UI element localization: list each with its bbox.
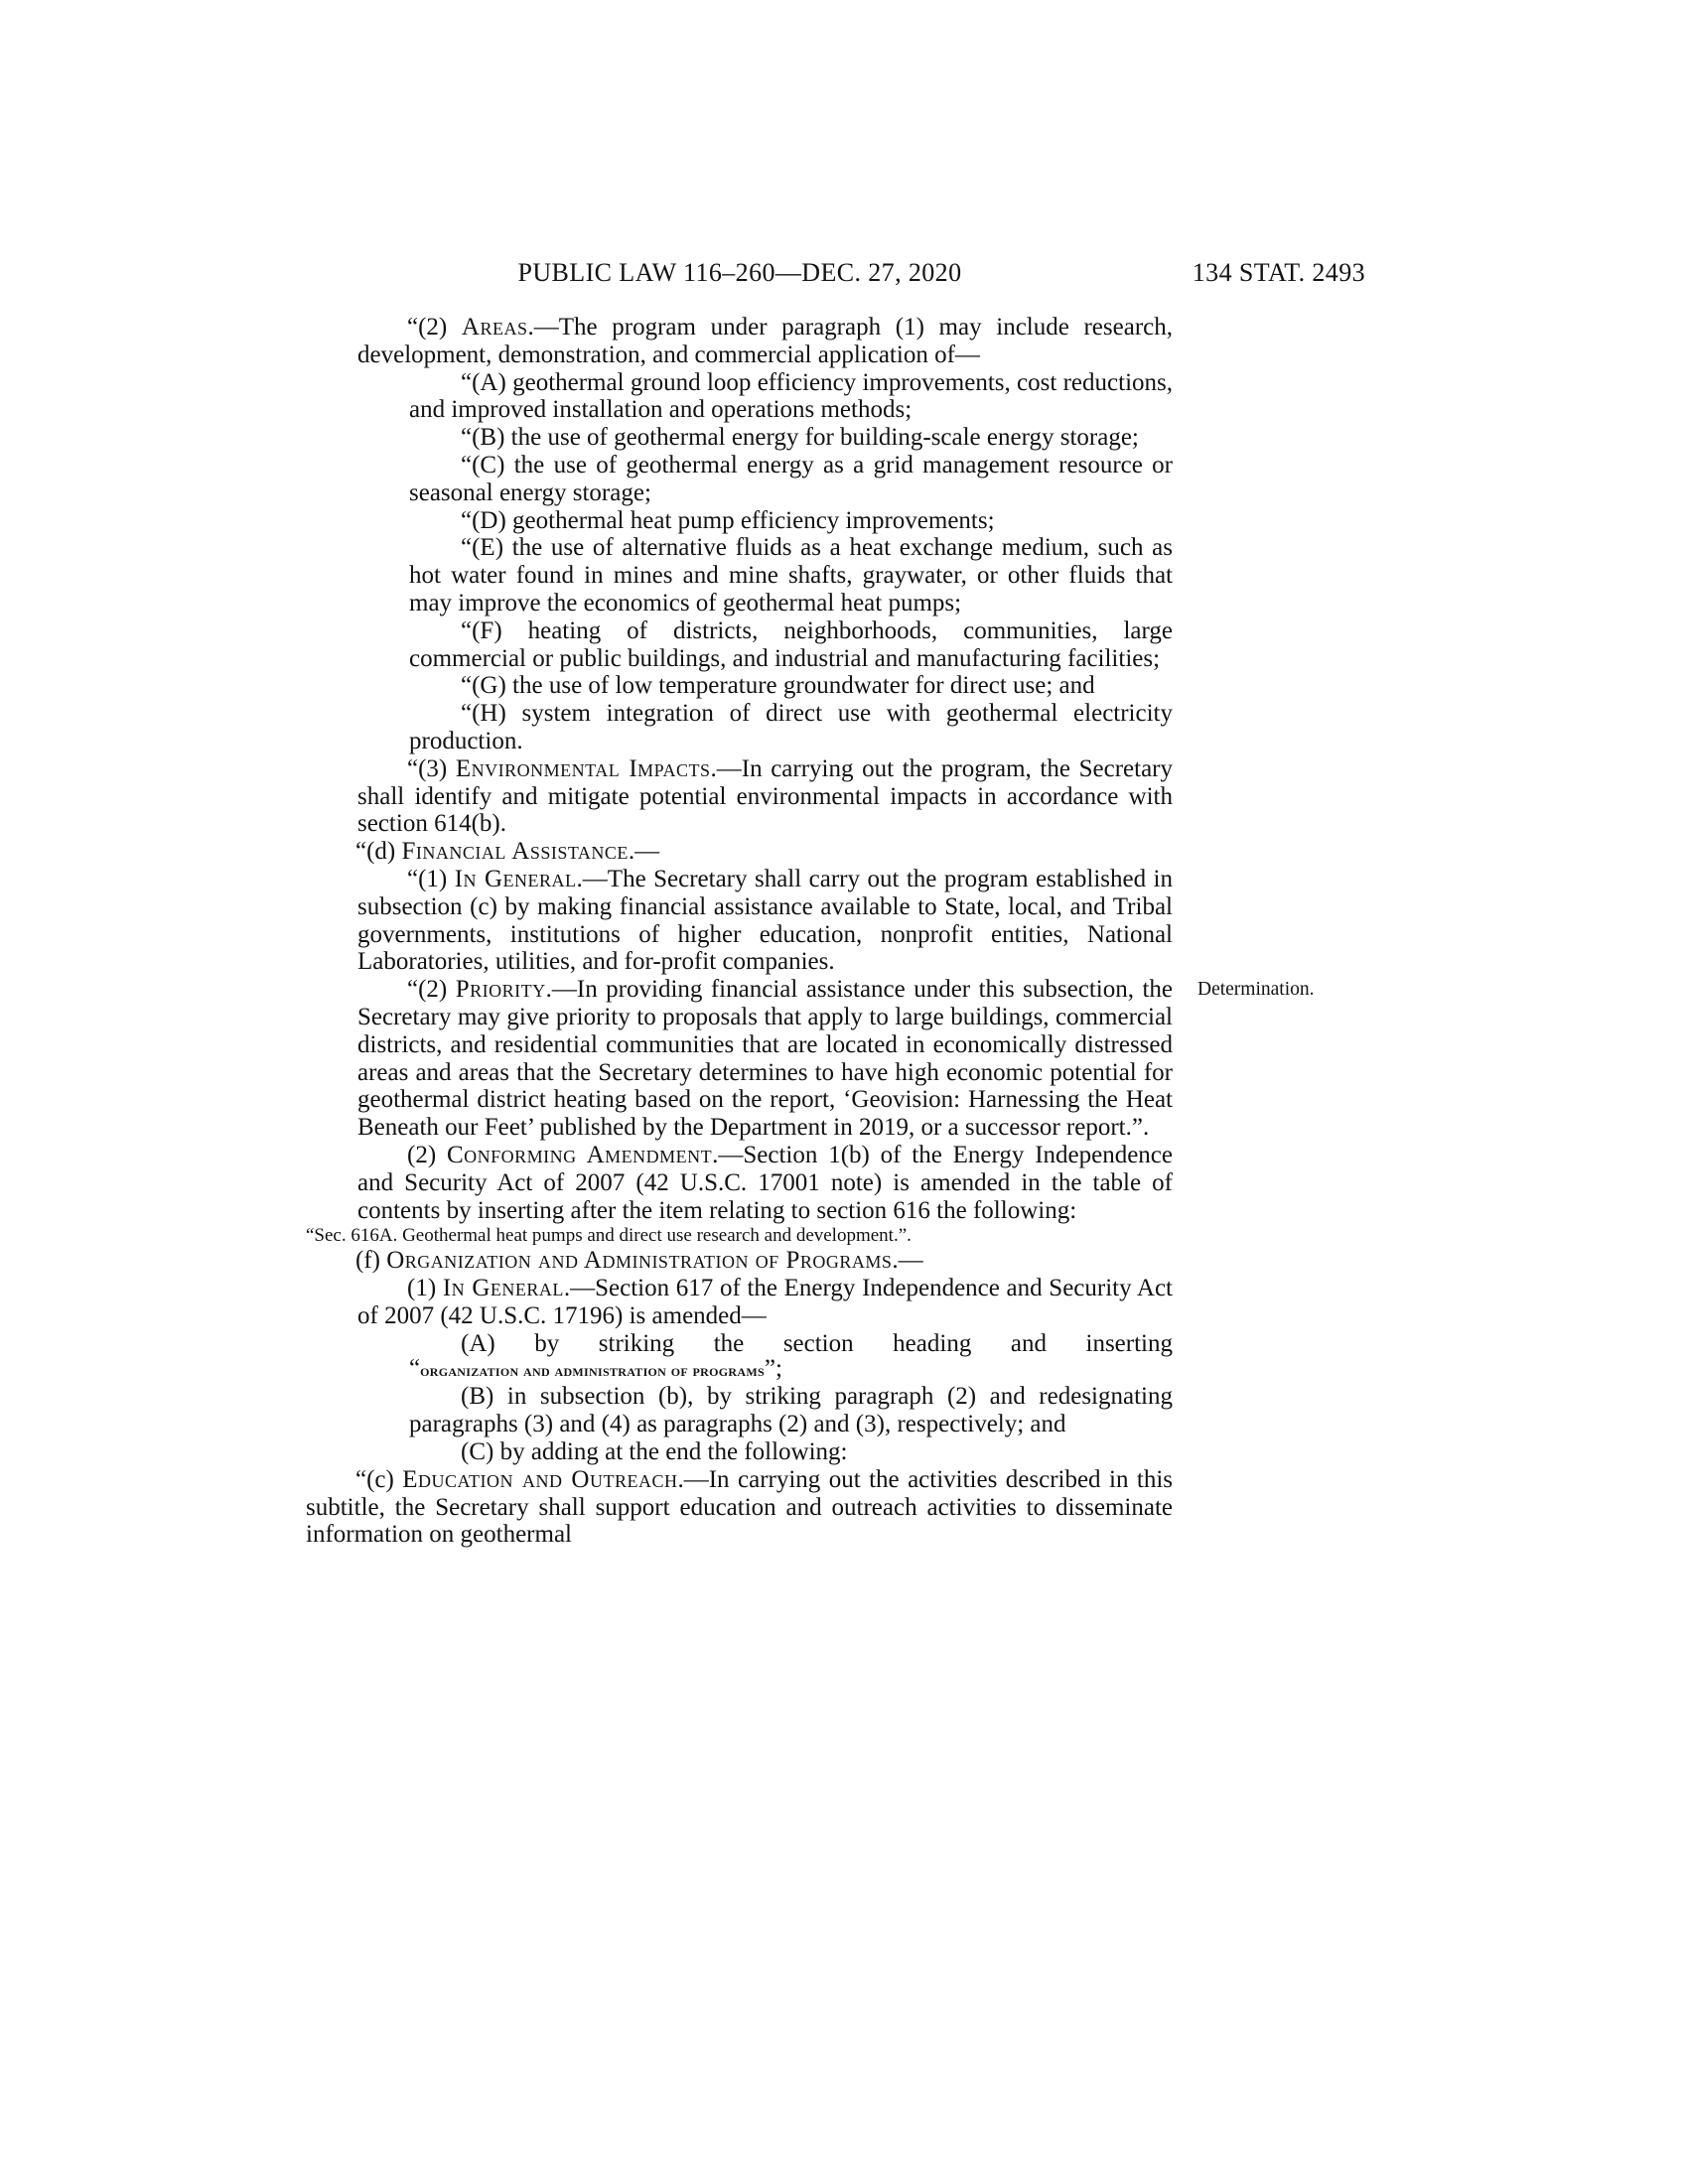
statute-paragraph xyxy=(306,534,1173,616)
text-run: “(2) xyxy=(407,314,462,341)
small-caps-term: Environmental Impacts xyxy=(455,754,711,782)
statute-paragraph xyxy=(306,700,1173,755)
statute-paragraph xyxy=(306,672,1173,700)
law-title: PUBLIC LAW 116–260—DEC. 27, 2020 xyxy=(517,258,962,287)
text-run: “(3) xyxy=(407,754,456,782)
text-run: .—The Secretary shall carry out the program established in subsection (c) by making financial assistance available to State, local, and Tribal governments, institutions of higher education, nonprofit entities, National Laboratories, utilities, and for-profit companies. xyxy=(357,865,1173,976)
statute-paragraph xyxy=(306,1224,1173,1247)
statute-paragraph xyxy=(306,507,1173,535)
text-run: .—In carrying out the activities described in this subtitle, the Secretary shall support education and outreach activities to disseminate information on geothermal xyxy=(306,1465,1173,1549)
text-run: (B) in subsection (b), by striking paragraph (2) and redesignating paragraphs (3) and (4) as paragraphs (2) and (3), respectively; and xyxy=(409,1383,1173,1438)
text-run: “(B) the use of geothermal energy for building-scale energy storage; xyxy=(461,424,1139,452)
statute-paragraph xyxy=(306,452,1173,507)
statute-paragraph xyxy=(306,1383,1173,1438)
statute-paragraph xyxy=(306,1438,1173,1466)
text-run: .—Section 617 of the Energy Independence and Security Act of 2007 (42 U.S.C. 17196) is amended— xyxy=(357,1275,1174,1329)
statute-paragraph xyxy=(306,369,1173,425)
small-caps-term: Conforming Amendment xyxy=(446,1141,713,1168)
statute-paragraph xyxy=(306,1247,1173,1275)
text-run: .—In carrying out the program, the Secretary shall identify and mitigate potential environmental impacts in accordance with section 614(b). xyxy=(357,754,1173,838)
small-caps-term: Organization and Administration of Programs xyxy=(386,1247,893,1275)
text-run: “(H) system integration of direct use with geothermal electricity production. xyxy=(409,700,1173,754)
statute-paragraph xyxy=(306,838,1173,866)
text-run: “(D) geothermal heat pump efficiency improvements; xyxy=(461,506,995,534)
text-run: “(F) heating of districts, neighborhoods, communities, large commercial or public buildings, and industrial and manufacturing facilities; xyxy=(409,616,1173,672)
statute-paragraph xyxy=(306,617,1173,673)
text-run: .—Section 1(b) of the Energy Independence and Security Act of 2007 (42 U.S.C. 17001 note) is amended in the table of contents by inserting after the item relating to section 616 the following: xyxy=(357,1141,1173,1224)
statute-paragraph xyxy=(306,1330,1173,1358)
statute-paragraph xyxy=(306,755,1173,838)
statute-paragraph xyxy=(306,1142,1173,1224)
small-caps-term: Education and Outreach xyxy=(402,1465,678,1493)
text-run: “(c) xyxy=(355,1465,403,1493)
statute-paragraph xyxy=(306,1275,1173,1330)
page-header xyxy=(306,258,1365,292)
text-run: “Sec. 616A. Geothermal heat pumps and direct use research and development.”. xyxy=(306,1225,912,1247)
text-run: .— xyxy=(892,1247,923,1275)
inserted-section-heading: organization and administration of programs xyxy=(420,1361,765,1381)
text-run: .—In providing financial assistance under this subsection, the Secretary may give priority to proposals that apply to large buildings, commercial districts, and residential communities that are located in economically distressed areas and areas that the Secretary determines to have high economic potential for geothermal district heating based on the report, ‘Geovision: Harnessing the Heat Beneath our Feet’ published by the Department in 2019, or a successor report.”. xyxy=(357,976,1173,1142)
statute-paragraph xyxy=(306,1357,1173,1383)
text-run: “(G) the use of low temperature groundwater for direct use; and xyxy=(461,672,1095,700)
text-run: “(d) xyxy=(355,838,402,866)
text-run: (C) by adding at the end the following: xyxy=(461,1438,848,1466)
text-run: “(1) xyxy=(407,865,455,892)
small-caps-term: In General xyxy=(442,1275,564,1302)
statute-paragraph xyxy=(306,314,1173,369)
text-run: “(A) geothermal ground loop efficiency improvements, cost reductions, and improved installation and operations methods; xyxy=(409,368,1173,424)
text-run: “(2) xyxy=(407,976,456,1004)
text-run: “(E) the use of alternative fluids as a heat exchange medium, such as hot water found in mines and mine shafts, graywater, or other fluids that may improve the economics of geothermal heat pumps; xyxy=(409,534,1173,616)
statute-text xyxy=(306,314,1315,1549)
text-run: (f) xyxy=(355,1247,387,1275)
text-run: “ xyxy=(409,1355,421,1383)
statute-paragraph xyxy=(306,1466,1173,1549)
stat-page-number: 134 STAT. 2493 xyxy=(1192,258,1365,287)
text-run: ”; xyxy=(764,1355,782,1383)
statute-paragraph xyxy=(306,866,1173,976)
small-caps-term: Priority xyxy=(455,976,546,1004)
small-caps-term: In General xyxy=(454,865,577,892)
statute-paragraph xyxy=(306,424,1173,452)
text-run: .— xyxy=(628,838,660,866)
text-run: (2) xyxy=(407,1141,447,1168)
margin-note: Determination. xyxy=(1197,979,1315,1001)
text-run: (1) xyxy=(407,1275,443,1302)
text-run: (A) by striking the section heading and inserting xyxy=(461,1329,1173,1357)
text-run: “(C) the use of geothermal energy as a grid management resource or seasonal energy storage; xyxy=(409,451,1173,506)
text-run: .—The program under paragraph (1) may include research, development, demonstration, and commercial application of— xyxy=(357,314,1173,368)
small-caps-term: Financial Assistance xyxy=(401,838,629,866)
small-caps-term: Areas xyxy=(461,314,528,341)
statute-paragraph xyxy=(306,976,1315,1142)
